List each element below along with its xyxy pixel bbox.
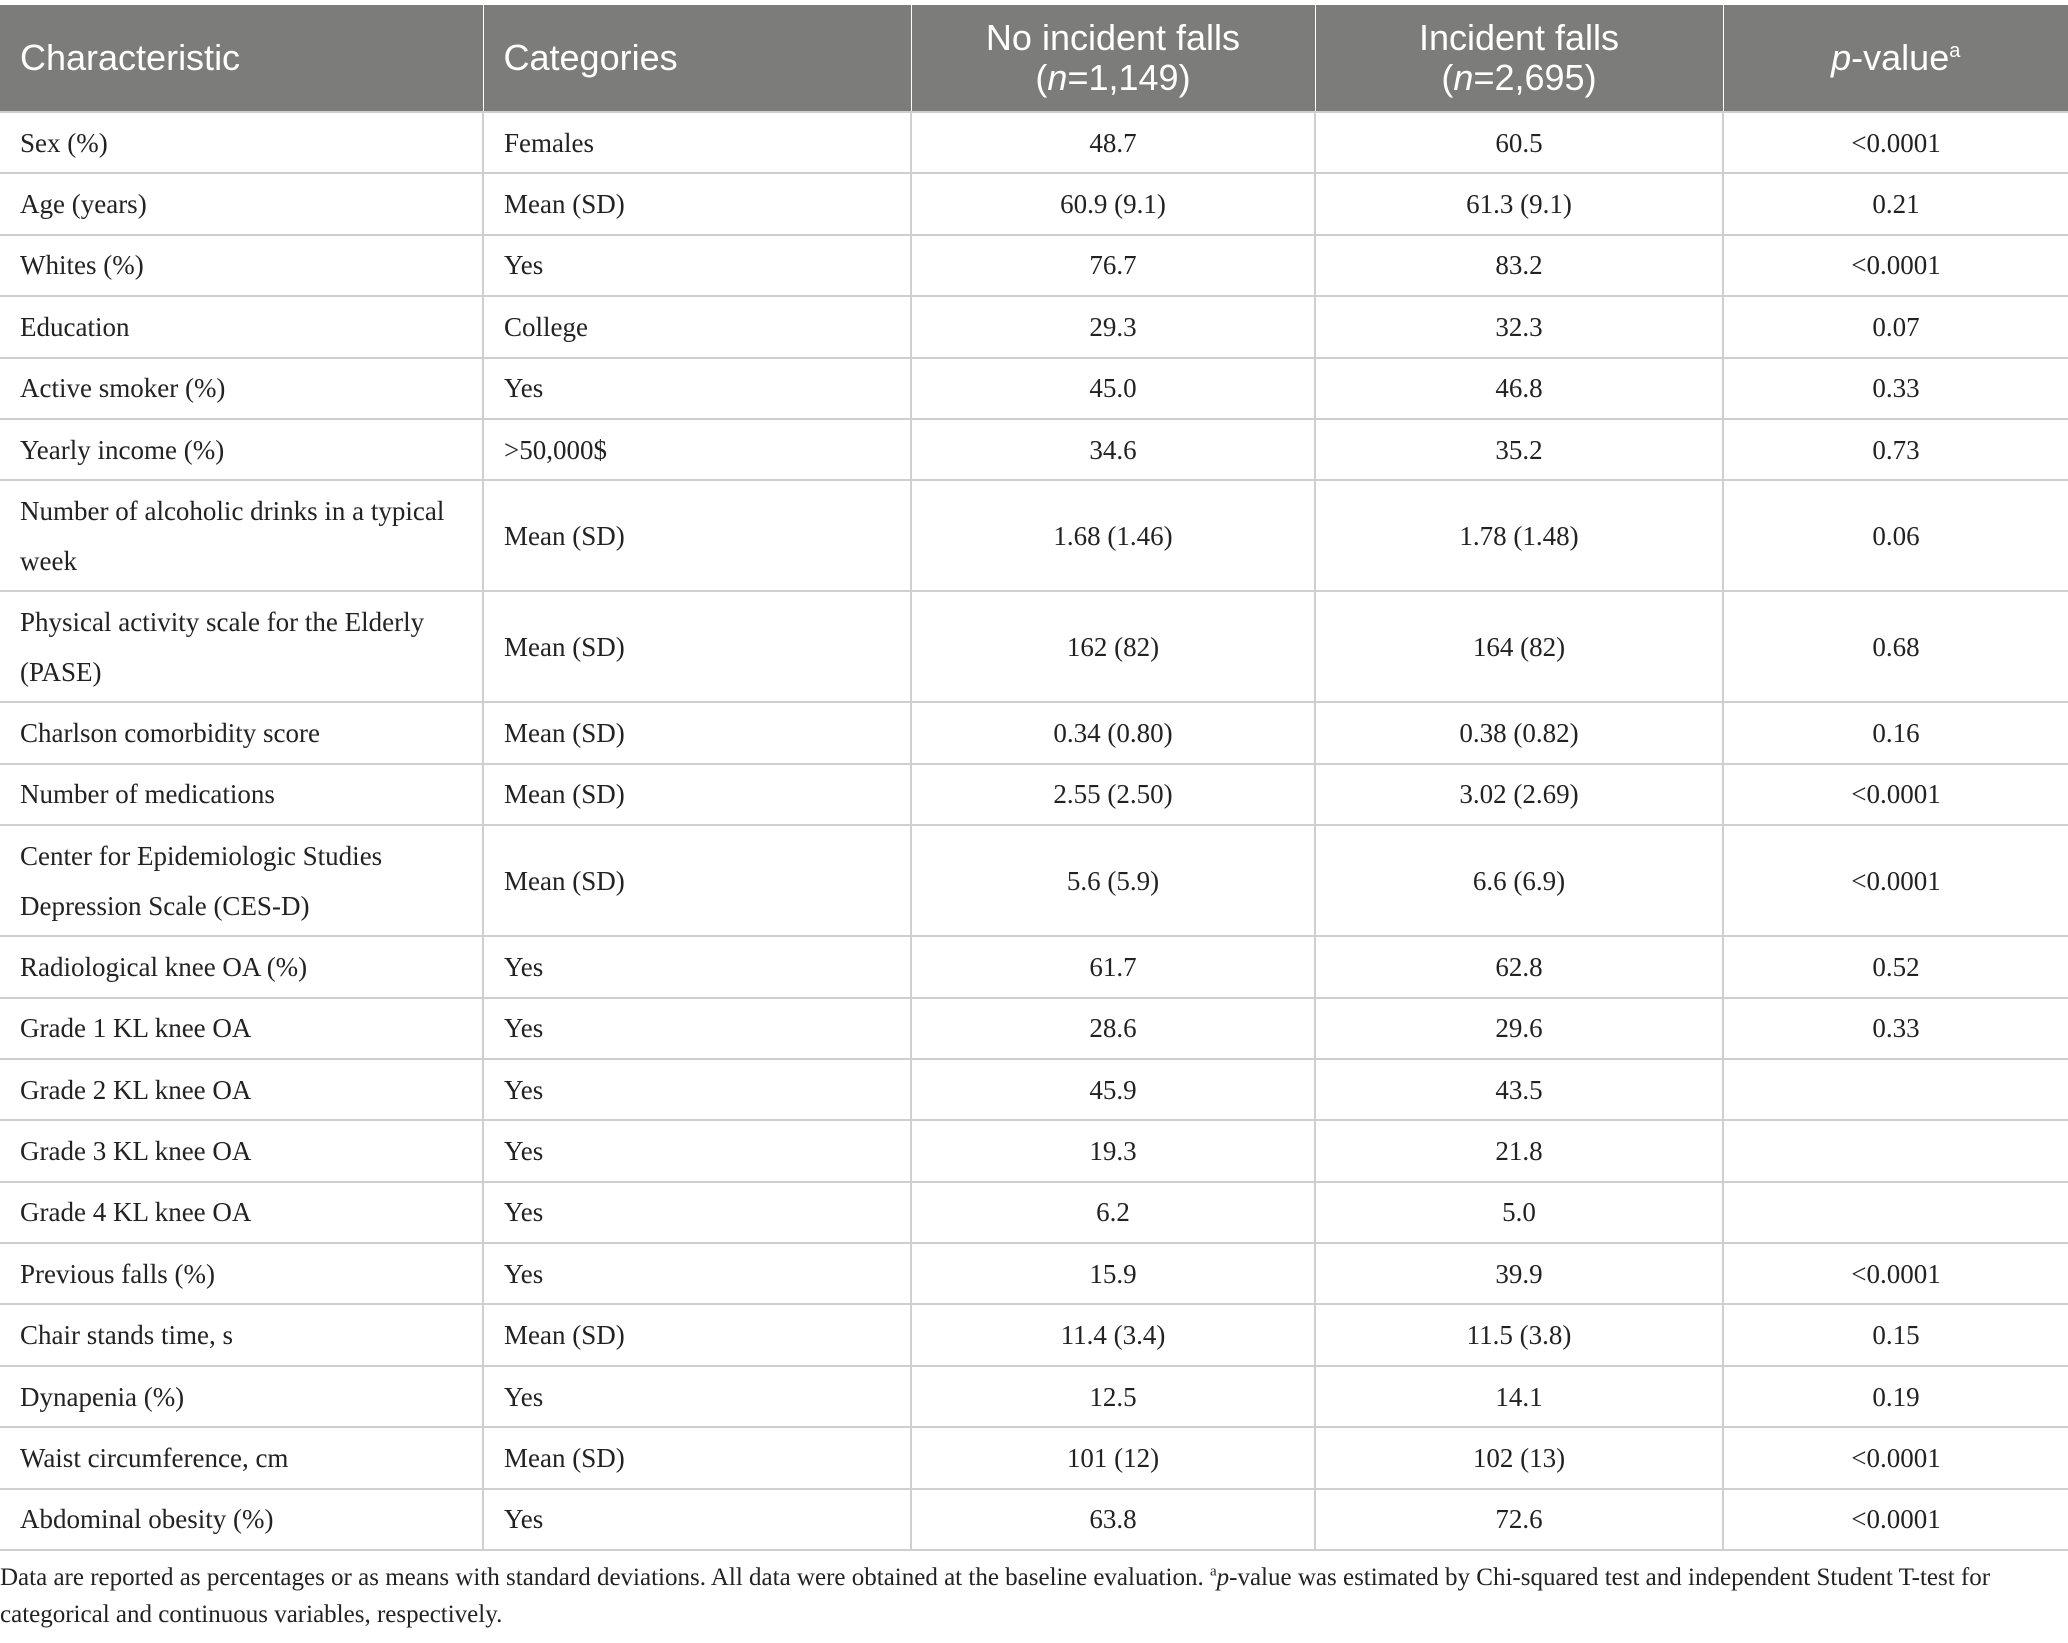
header-p-sup: a [1949, 40, 1961, 62]
cell-category: Mean (SD) [483, 764, 911, 825]
header-p-value [1723, 5, 2068, 112]
table-row [0, 1489, 2068, 1550]
table-row [0, 1182, 2068, 1243]
header-p-rest: -value [1851, 37, 1950, 78]
table-row [0, 1059, 2068, 1120]
cell-characteristic: Number of alcoholic drinks in a typical week [0, 480, 483, 591]
table-row [0, 1366, 2068, 1427]
cell-no-incident-falls: 6.2 [911, 1182, 1315, 1243]
cell-incident-falls: 102 (13) [1315, 1427, 1723, 1488]
cell-category: Mean (SD) [483, 1304, 911, 1365]
cell-no-incident-falls: 28.6 [911, 998, 1315, 1059]
cell-incident-falls: 14.1 [1315, 1366, 1723, 1427]
cell-characteristic: Grade 2 KL knee OA [0, 1059, 483, 1120]
cell-p-value: <0.0001 [1723, 1489, 2068, 1550]
cell-category: Mean (SD) [483, 702, 911, 763]
cell-incident-falls: 61.3 (9.1) [1315, 173, 1723, 234]
cell-category: Yes [483, 998, 911, 1059]
footnote-sup: a [1209, 1563, 1217, 1580]
header-falls-n: n [1453, 57, 1474, 98]
cell-no-incident-falls: 61.7 [911, 936, 1315, 997]
header-no-falls-title: No incident falls [985, 17, 1241, 58]
cell-incident-falls: 164 (82) [1315, 591, 1723, 702]
table-row [0, 480, 2068, 591]
table-row [0, 1304, 2068, 1365]
cell-incident-falls: 29.6 [1315, 998, 1723, 1059]
cell-incident-falls: 35.2 [1315, 419, 1723, 480]
table-row [0, 936, 2068, 997]
header-falls-count: =2,695) [1473, 57, 1597, 98]
header-categories: Categories [483, 5, 911, 112]
cell-incident-falls: 83.2 [1315, 235, 1723, 296]
cell-p-value: 0.21 [1723, 173, 2068, 234]
cell-p-value: <0.0001 [1723, 1243, 2068, 1304]
cell-characteristic: Grade 3 KL knee OA [0, 1120, 483, 1181]
cell-incident-falls: 60.5 [1315, 112, 1723, 173]
header-no-incident-falls: No incident falls (n=1,149) [911, 5, 1315, 112]
cell-p-value: <0.0001 [1723, 112, 2068, 173]
table-footnote [0, 1559, 2040, 1633]
cell-no-incident-falls: 11.4 (3.4) [911, 1304, 1315, 1365]
cell-characteristic: Center for Epidemiologic Studies Depression Scale (CES-D) [0, 825, 483, 936]
cell-no-incident-falls: 1.68 (1.46) [911, 480, 1315, 591]
cell-category: Yes [483, 1120, 911, 1181]
cell-incident-falls: 46.8 [1315, 358, 1723, 419]
table-row [0, 998, 2068, 1059]
cell-category: Mean (SD) [483, 1427, 911, 1488]
cell-characteristic: Physical activity scale for the Elderly (PASE) [0, 591, 483, 702]
cell-p-value: 0.06 [1723, 480, 2068, 591]
cell-characteristic: Age (years) [0, 173, 483, 234]
cell-incident-falls: 62.8 [1315, 936, 1723, 997]
cell-incident-falls: 6.6 (6.9) [1315, 825, 1723, 936]
cell-characteristic: Grade 1 KL knee OA [0, 998, 483, 1059]
cell-incident-falls: 5.0 [1315, 1182, 1723, 1243]
cell-no-incident-falls: 0.34 (0.80) [911, 702, 1315, 763]
header-no-falls-count: =1,149) [1067, 57, 1191, 98]
cell-category: Mean (SD) [483, 825, 911, 936]
cell-p-value: <0.0001 [1723, 764, 2068, 825]
cell-p-value: <0.0001 [1723, 235, 2068, 296]
table-row [0, 591, 2068, 702]
cell-incident-falls: 43.5 [1315, 1059, 1723, 1120]
header-characteristic: Characteristic [0, 5, 483, 112]
cell-category: Mean (SD) [483, 591, 911, 702]
cell-category: Yes [483, 1366, 911, 1427]
cell-p-value [1723, 1182, 2068, 1243]
cell-incident-falls: 72.6 [1315, 1489, 1723, 1550]
cell-no-incident-falls: 60.9 (9.1) [911, 173, 1315, 234]
table-header-row [0, 5, 2068, 112]
cell-no-incident-falls: 101 (12) [911, 1427, 1315, 1488]
cell-characteristic: Previous falls (%) [0, 1243, 483, 1304]
cell-category: >50,000$ [483, 419, 911, 480]
cell-category: Yes [483, 1489, 911, 1550]
cell-incident-falls: 1.78 (1.48) [1315, 480, 1723, 591]
cell-no-incident-falls: 48.7 [911, 112, 1315, 173]
cell-no-incident-falls: 63.8 [911, 1489, 1315, 1550]
table-body [0, 112, 2068, 1550]
footnote-p: p [1216, 1564, 1230, 1592]
cell-no-incident-falls: 29.3 [911, 296, 1315, 357]
footnote-text-1: Data are reported as percentages or as means with standard deviations. All data were obtained at the baseline evaluation. [0, 1564, 1210, 1592]
cell-incident-falls: 0.38 (0.82) [1315, 702, 1723, 763]
header-incident-falls: Incident falls (n=2,695) [1315, 5, 1723, 112]
header-falls-title: Incident falls [1418, 17, 1620, 58]
cell-characteristic: Dynapenia (%) [0, 1366, 483, 1427]
cell-category: College [483, 296, 911, 357]
header-no-falls-n: n [1047, 57, 1068, 98]
table-row [0, 173, 2068, 234]
cell-characteristic: Radiological knee OA (%) [0, 936, 483, 997]
cell-no-incident-falls: 12.5 [911, 1366, 1315, 1427]
cell-p-value: 0.15 [1723, 1304, 2068, 1365]
cell-no-incident-falls: 45.0 [911, 358, 1315, 419]
table-container [0, 5, 2068, 1633]
cell-category: Yes [483, 235, 911, 296]
table-row [0, 825, 2068, 936]
cell-characteristic: Abdominal obesity (%) [0, 1489, 483, 1550]
cell-p-value: 0.52 [1723, 936, 2068, 997]
cell-characteristic: Education [0, 296, 483, 357]
cell-characteristic: Charlson comorbidity score [0, 702, 483, 763]
table-row [0, 764, 2068, 825]
table-row [0, 296, 2068, 357]
cell-no-incident-falls: 45.9 [911, 1059, 1315, 1120]
table-row [0, 702, 2068, 763]
cell-category: Yes [483, 1243, 911, 1304]
cell-category: Mean (SD) [483, 173, 911, 234]
table-row [0, 1427, 2068, 1488]
cell-incident-falls: 11.5 (3.8) [1315, 1304, 1723, 1365]
table-row [0, 1120, 2068, 1181]
cell-incident-falls: 32.3 [1315, 296, 1723, 357]
cell-characteristic: Chair stands time, s [0, 1304, 483, 1365]
table-row [0, 235, 2068, 296]
cell-no-incident-falls: 5.6 (5.9) [911, 825, 1315, 936]
cell-category: Yes [483, 1182, 911, 1243]
cell-incident-falls: 3.02 (2.69) [1315, 764, 1723, 825]
cell-p-value: 0.33 [1723, 358, 2068, 419]
cell-p-value: 0.16 [1723, 702, 2068, 763]
cell-category: Yes [483, 358, 911, 419]
cell-no-incident-falls: 162 (82) [911, 591, 1315, 702]
cell-p-value: 0.73 [1723, 419, 2068, 480]
cell-category: Yes [483, 936, 911, 997]
cell-characteristic: Number of medications [0, 764, 483, 825]
cell-no-incident-falls: 2.55 (2.50) [911, 764, 1315, 825]
cell-p-value: <0.0001 [1723, 825, 2068, 936]
cell-no-incident-falls: 34.6 [911, 419, 1315, 480]
cell-characteristic: Sex (%) [0, 112, 483, 173]
cell-category: Females [483, 112, 911, 173]
cell-no-incident-falls: 19.3 [911, 1120, 1315, 1181]
cell-p-value [1723, 1059, 2068, 1120]
cell-incident-falls: 21.8 [1315, 1120, 1723, 1181]
cell-no-incident-falls: 15.9 [911, 1243, 1315, 1304]
cell-p-value: 0.33 [1723, 998, 2068, 1059]
cell-characteristic: Grade 4 KL knee OA [0, 1182, 483, 1243]
cell-p-value: 0.68 [1723, 591, 2068, 702]
cell-p-value: 0.07 [1723, 296, 2068, 357]
cell-p-value: <0.0001 [1723, 1427, 2068, 1488]
cell-characteristic: Active smoker (%) [0, 358, 483, 419]
footnote-text-2: -value was estimated by Chi-squared test and independent Student T-test for categorical and continuous variables, respectively. [0, 1564, 1991, 1629]
table-row [0, 112, 2068, 173]
cell-characteristic: Whites (%) [0, 235, 483, 296]
header-p-letter: p [1831, 37, 1852, 78]
characteristics-table [0, 5, 2068, 1551]
table-row [0, 1243, 2068, 1304]
cell-category: Mean (SD) [483, 480, 911, 591]
cell-p-value: 0.19 [1723, 1366, 2068, 1427]
cell-p-value [1723, 1120, 2068, 1181]
table-row [0, 358, 2068, 419]
cell-characteristic: Waist circumference, cm [0, 1427, 483, 1488]
cell-no-incident-falls: 76.7 [911, 235, 1315, 296]
table-row [0, 419, 2068, 480]
cell-category: Yes [483, 1059, 911, 1120]
cell-characteristic: Yearly income (%) [0, 419, 483, 480]
cell-incident-falls: 39.9 [1315, 1243, 1723, 1304]
